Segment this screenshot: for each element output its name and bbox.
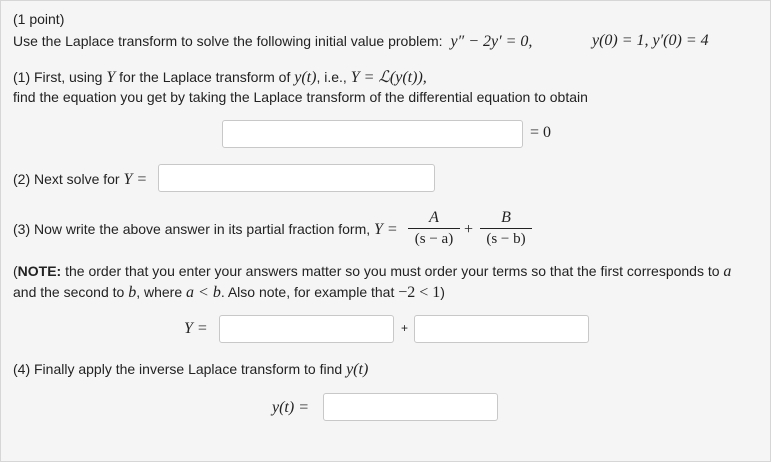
fraction-A-term-input[interactable] [219, 315, 394, 343]
part1-mid2: , i.e., [316, 69, 347, 85]
fraction-A-bar [408, 228, 460, 229]
part3-label: (3) Now write the above answer in its partial fraction form, [13, 221, 371, 237]
part4-line [13, 361, 368, 379]
points-label: (1 point) [13, 11, 65, 27]
part1-line2: find the equation you get by taking the Laplace transform of the differential equation to obtain [13, 89, 588, 105]
note-text3: , where [136, 284, 183, 300]
initial-conditions: y(0) = 1, y′(0) = 4 [592, 32, 709, 49]
part3-line [13, 221, 398, 239]
note-close-paren: ) [440, 284, 445, 300]
solve-Y-input[interactable] [158, 164, 435, 192]
partial-fraction-B [480, 209, 532, 248]
part1-Y-def: Y = ℒ(y(t)), [350, 69, 427, 86]
part2-var: Y = [123, 171, 148, 188]
note-text1: the order that you enter your answers matter so you must order your terms so that the first corresponds to [61, 263, 720, 279]
note-a: a [723, 263, 732, 280]
part1-line1 [13, 67, 427, 87]
part2-label: (2) Next solve for [13, 171, 120, 187]
note-text4: . Also note, for example that [220, 284, 395, 300]
fraction-B-bar [480, 228, 532, 229]
note-line1 [13, 263, 731, 281]
part4-var: y(t) [346, 361, 369, 378]
part1-yt: y(t) [294, 69, 317, 86]
fraction-A-numerator: A [429, 209, 439, 226]
note-example: −2 < 1 [398, 284, 441, 301]
laplace-equation-input[interactable] [222, 120, 523, 148]
problem-statement [13, 33, 532, 51]
partial-fraction-A [408, 209, 460, 248]
equals-zero: = 0 [530, 124, 552, 141]
note-line2 [13, 284, 445, 302]
part2-line [13, 171, 147, 189]
part4-label: (4) Finally apply the inverse Laplace transform to find [13, 361, 343, 377]
part1-var-Y: Y [106, 69, 116, 86]
intro-text: Use the Laplace transform to solve the following initial value problem: [13, 33, 443, 49]
fraction-A-denominator: (s − a) [414, 231, 454, 247]
part1-mid: for the Laplace transform of [119, 69, 291, 85]
fraction-plus: + [464, 221, 474, 238]
ode-equation: y″ − 2y′ = 0, [450, 33, 533, 50]
fraction-B-term-input[interactable] [414, 315, 589, 343]
note-text2: and the second to [13, 284, 125, 300]
part4-answer-label: y(t) = [272, 399, 309, 416]
note-b: b [128, 284, 137, 301]
note-bold-label: NOTE: [17, 263, 62, 279]
fraction-B-denominator: (s − b) [486, 231, 526, 247]
answer-plus: + [401, 321, 409, 335]
part3-answer-label: Y = [184, 320, 208, 337]
fraction-B-numerator: B [501, 209, 511, 226]
part3-var: Y = [374, 221, 398, 238]
note-open-paren: ( [13, 263, 18, 279]
inverse-laplace-input[interactable] [323, 393, 498, 421]
part1-prefix: (1) First, using [13, 69, 103, 85]
note-ineq: a < b [186, 284, 221, 301]
